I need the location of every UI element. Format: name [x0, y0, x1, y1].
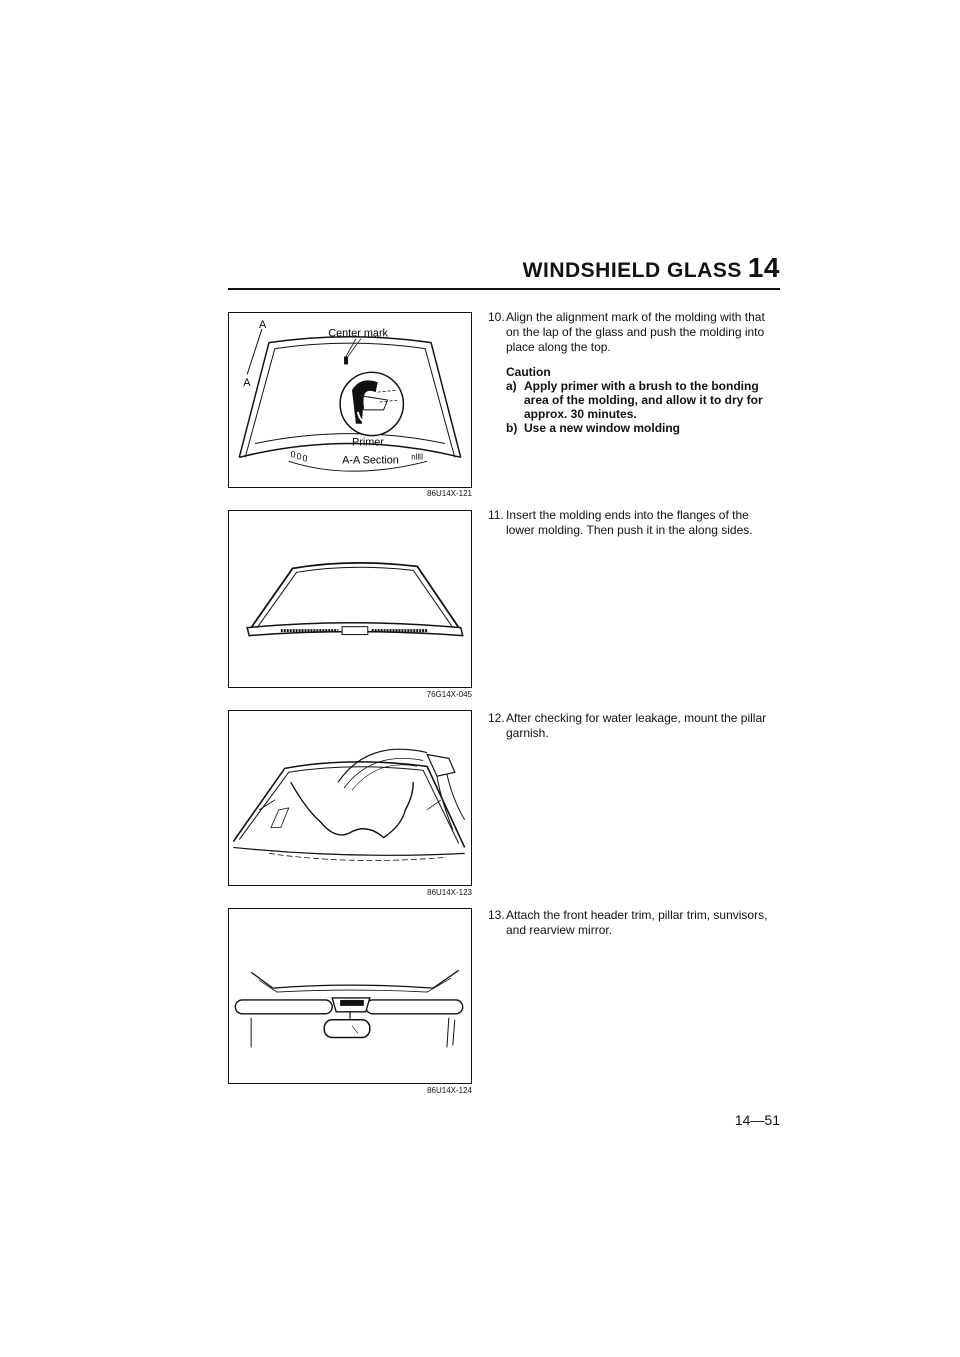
caution-item-text: Use a new window molding — [524, 421, 681, 435]
step-10 — [488, 310, 780, 435]
svg-text:0: 0 — [302, 453, 308, 464]
label-section: A-A Section — [342, 454, 399, 467]
figure-windshield-molding — [228, 510, 472, 688]
label-a-top: A — [259, 318, 267, 331]
caution-item — [506, 379, 780, 421]
step-text: Attach the front header trim, pillar trim, sunvisors, and rearview mirror. — [506, 908, 768, 937]
figure-code: 86U14X-121 — [427, 489, 472, 498]
caution-item-text: Apply primer with a brush to the bonding area of the molding, and allow it to dry for approx. 30 minutes. — [524, 379, 763, 421]
windshield-molding-illustration — [229, 511, 471, 687]
step-11 — [488, 508, 780, 538]
caution-item — [506, 421, 780, 435]
step-13 — [488, 908, 780, 938]
step-number: 12. — [488, 711, 505, 725]
svg-text:0: 0 — [296, 451, 302, 462]
figure-code: 76G14X-045 — [426, 690, 472, 699]
svg-text:nlllI: nlllI — [411, 452, 424, 462]
step-text: After checking for water leakage, mount the pillar garnish. — [506, 711, 767, 740]
page-number: 14—51 — [734, 1112, 780, 1128]
label-primer: Primer — [351, 436, 384, 449]
step-number: 11. — [488, 508, 504, 522]
figure-code: 86U14X-124 — [427, 1086, 472, 1095]
label-center-mark: Center mark — [328, 327, 388, 340]
figure-windshield-section — [228, 312, 472, 488]
step-12 — [488, 711, 780, 741]
water-leak-check-illustration — [229, 711, 471, 885]
caution-title: Caution — [506, 365, 551, 379]
svg-text:0: 0 — [290, 449, 296, 460]
step-text: Insert the molding ends into the flanges of the lower molding. Then push it in the along sides. — [506, 508, 753, 537]
windshield-section-illustration — [229, 313, 471, 487]
caution-item-label: a) — [506, 379, 517, 393]
step-number: 13. — [488, 908, 505, 922]
header-rule — [228, 288, 780, 290]
figure-water-leak-check — [228, 710, 472, 886]
step-text: Align the alignment mark of the molding with that on the lap of the glass and push the molding into place along the top. — [506, 310, 765, 354]
caution-item-label: b) — [506, 421, 518, 435]
section-title-text: WINDSHIELD GLASS — [522, 259, 742, 282]
header-trim-illustration — [229, 909, 471, 1083]
label-a-side: A — [243, 377, 251, 390]
chapter-number: 14 — [747, 252, 780, 283]
figure-code: 86U14X-123 — [427, 888, 472, 897]
step-number: 10. — [488, 310, 505, 324]
section-title — [0, 252, 780, 284]
caution-block — [506, 365, 780, 435]
figure-header-trim — [228, 908, 472, 1084]
